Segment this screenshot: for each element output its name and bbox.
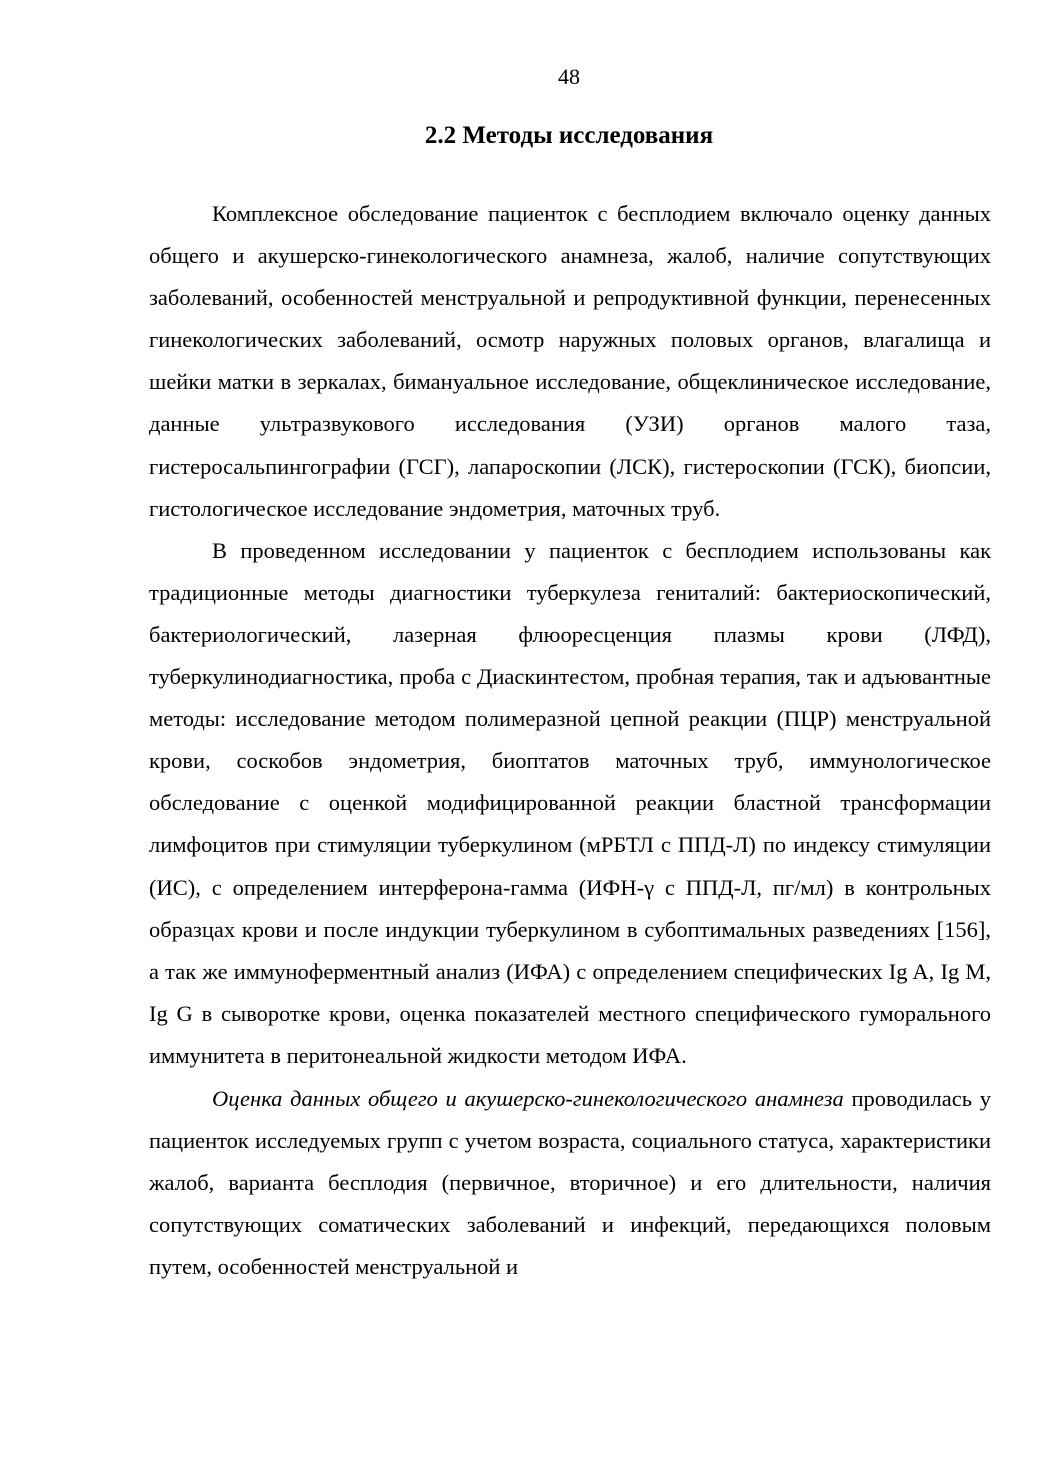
italic-phrase-anamnesis: Оценка данных общего и акушерско-гинекологического анамнеза xyxy=(212,1085,844,1111)
paragraph-diagnostic-methods: В проведенном исследовании у пациенток с бесплодием использованы как традиционные методы диагностики туберкулеза гениталий: бактериоскопический, бактериологический, лазерная флюоресценция плазмы крови (ЛФД), туберкулинодиагностика, проба с Диаскинтестом, пробная терапия, так и адъювантные методы: исследование методом полимеразной цепной реакции (ПЦР) менструальной крови, соскобов эндометрия, биоптатов маточных труб, иммунологическое обследование с оценкой модифицированной реакции бластной трансформации лимфоцитов при стимуляции туберкулином (мРБТЛ с ППД-Л) по индексу стимуляции (ИС), с определением интерферона-гамма (ИФН-γ с ППД-Л, пг/мл) в контрольных образцах крови и после индукции туберкулином в субоптимальных разведениях [156], а так же иммуноферментный анализ (ИФА) с определением специфических Ig A, Ig M, Ig G в сыворотке крови, оценка показателей местного специфического гуморального иммунитета в перитонеальной жидкости методом ИФА. xyxy=(149,537,991,1068)
page-number: 48 xyxy=(558,64,580,89)
body-text xyxy=(149,193,991,1288)
section-heading: 2.2 Методы исследования xyxy=(424,122,714,149)
paragraph-anamnesis-text: проводилась у пациенток исследуемых групп с учетом возраста, социального статуса, характеристики жалоб, варианта бесплодия (первичное, вторичное) и его длительности, наличия сопутствующих соматических заболеваний и инфекций, передающихся половым путем, особенностей менструальной и xyxy=(149,1085,991,1280)
paragraph-complex-examination: Комплексное обследование пациенток с бесплодием включало оценку данных общего и акушерско-гинекологического анамнеза, жалоб, наличие сопутствующих заболеваний, особенностей менструальной и репродуктивной функции, перенесенных гинекологических заболеваний, осмотр наружных половых органов, влагалища и шейки матки в зеркалах, бимануальное исследование, общеклиническое исследование, данные ультразвукового исследования (УЗИ) органов малого таза, гистеросальпингографии (ГСГ), лапароскопии (ЛСК), гистероскопии (ГСК), биопсии, гистологическое исследование эндометрия, маточных труб. xyxy=(149,201,991,521)
paragraph-anamnesis-assessment xyxy=(149,1078,991,1288)
